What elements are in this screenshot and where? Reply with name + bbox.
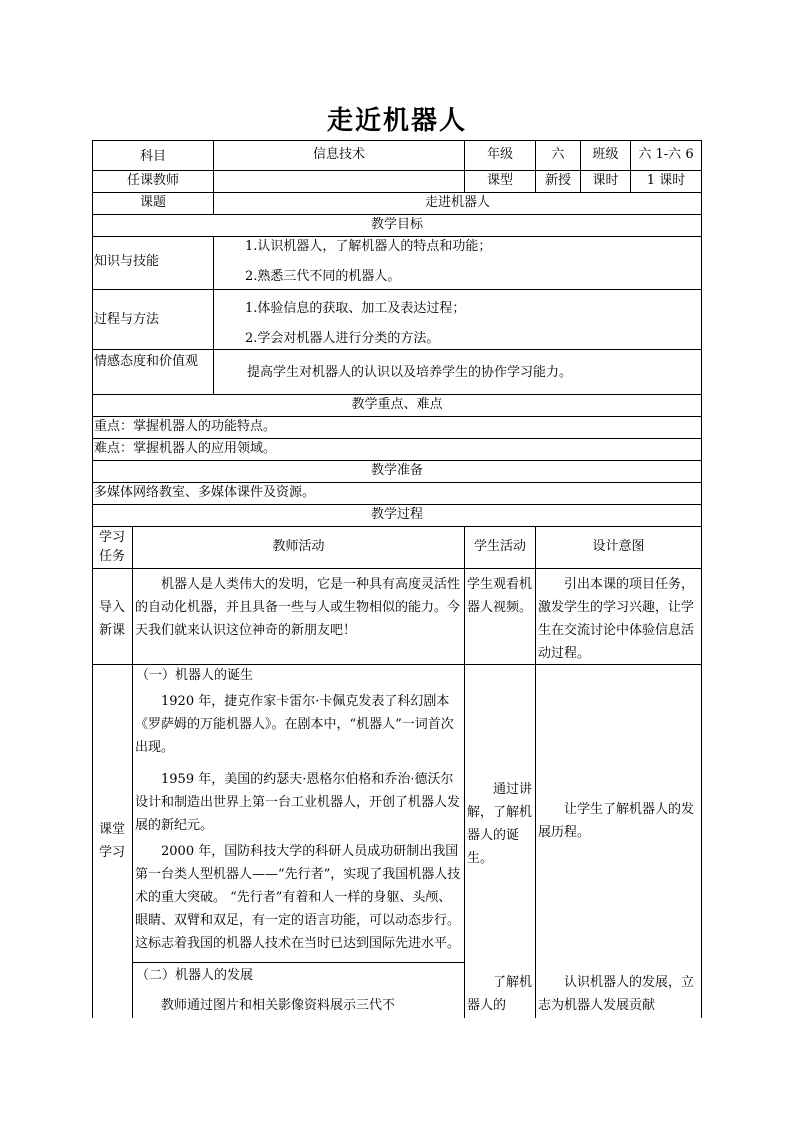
attitude-text: 提高学生对机器人的认识以及培养学生的协作学习能力。 — [247, 365, 573, 380]
sec1-paragraph-1: 1920 年，捷克作家卡雷尔·卡佩克发表了科幻剧本《罗萨姆的万能机器人》。在剧本中，“机器人”一词首次出现。 — [135, 694, 454, 755]
lesson-type-value: 新授 — [544, 173, 571, 188]
preparation-text: 多媒体网络教室、多媒体课件及资源。 — [94, 485, 316, 500]
process-header: 教学过程 — [370, 507, 423, 522]
grade-value: 六 — [551, 147, 565, 162]
preparation-header: 教学准备 — [370, 463, 423, 478]
knowledge-label: 知识与技能 — [94, 254, 160, 269]
sec1-student-activity: 通过讲解，了解机器人的诞生。 — [467, 782, 533, 866]
intro-student-activity: 学生观看机器人视频。 — [467, 577, 533, 615]
lesson-type-label: 课型 — [486, 173, 513, 188]
col-design-header: 设计意图 — [592, 539, 645, 554]
page-title: 走近机器人 — [326, 106, 467, 136]
teacher-label: 任课教师 — [126, 173, 179, 188]
focus-text: 重点：掌握机器人的功能特点。 — [94, 419, 277, 434]
sec2-student-activity: 了解机器人的 — [467, 975, 533, 1013]
sec2-paragraph-1: 教师通过图片和相关影像资料展示三代不 — [161, 998, 396, 1013]
col-teacher-header: 教师活动 — [272, 539, 325, 554]
sec2-title: （二）机器人的发展 — [136, 968, 254, 983]
grade-label: 年级 — [486, 147, 513, 162]
intro-task: 导入新课 — [98, 600, 125, 638]
intro-teacher-activity: 机器人是人类伟大的发明，它是一种具有高度灵活性的自动化机器，并且具备一些与人或生物相似的能力。今天我们就来认识这位神奇的新朋友吧！ — [135, 577, 461, 638]
knowledge-item-1: 1.认识机器人，了解机器人的特点和功能； — [245, 239, 492, 254]
sec1-paragraph-2: 1959 年，美国的约瑟夫·恩格尔伯格和乔治·德沃尔设计和制造出世界上第一台工业机器人，开创了机器人发展的新纪元。 — [135, 772, 461, 833]
knowledge-item-2: 2.熟悉三代不同的机器人。 — [245, 269, 401, 284]
process-method-label: 过程与方法 — [94, 312, 160, 327]
sec1-paragraph-3: 2000 年，国防科技大学的科研人员成功研制出我国第一台类人型机器人——“先行者”，实现了我国机器人技术的重大突破。 “先行者”有着和人一样的身躯、头颅、眼睛、双臂和双足，有一定的语言功能，可以动态步行。这标志着我国的机器人技术在当时已达到国际先进水平。 — [135, 844, 461, 951]
process-item-2: 2.学会对机器人进行分类的方法。 — [245, 331, 440, 346]
col-task-header: 学习任务 — [98, 530, 125, 564]
col-student-header: 学生活动 — [473, 539, 526, 554]
hours-value: 1 课时 — [646, 173, 686, 188]
objectives-header: 教学目标 — [370, 217, 423, 232]
hours-label: 课时 — [592, 173, 619, 188]
learn-task: 课堂学习 — [98, 822, 125, 860]
sec1-design-intent: 让学生了解机器人的发展历程。 — [538, 802, 695, 840]
class-value: 六 1-六 6 — [638, 147, 694, 162]
topic-value: 走进机器人 — [424, 195, 490, 210]
sec1-title: （一）机器人的诞生 — [136, 668, 254, 683]
topic-label: 课题 — [139, 195, 166, 210]
attitude-label: 情感态度和价值观 — [94, 354, 199, 369]
sec2-design-intent: 认识机器人的发展，立志为机器人发展贡献 — [538, 975, 695, 1013]
subject-value: 信息技术 — [312, 147, 365, 162]
subject-label: 科目 — [139, 149, 166, 164]
class-label: 班级 — [592, 147, 619, 162]
process-item-1: 1.体验信息的获取、加工及表达过程； — [245, 301, 466, 316]
difficulty-text: 难点：掌握机器人的应用领域。 — [94, 441, 277, 456]
key-points-header: 教学重点、难点 — [351, 397, 443, 412]
intro-design-intent: 引出本课的项目任务，激发学生的学习兴趣，让学生在交流讨论中体验信息活动过程。 — [538, 577, 695, 661]
